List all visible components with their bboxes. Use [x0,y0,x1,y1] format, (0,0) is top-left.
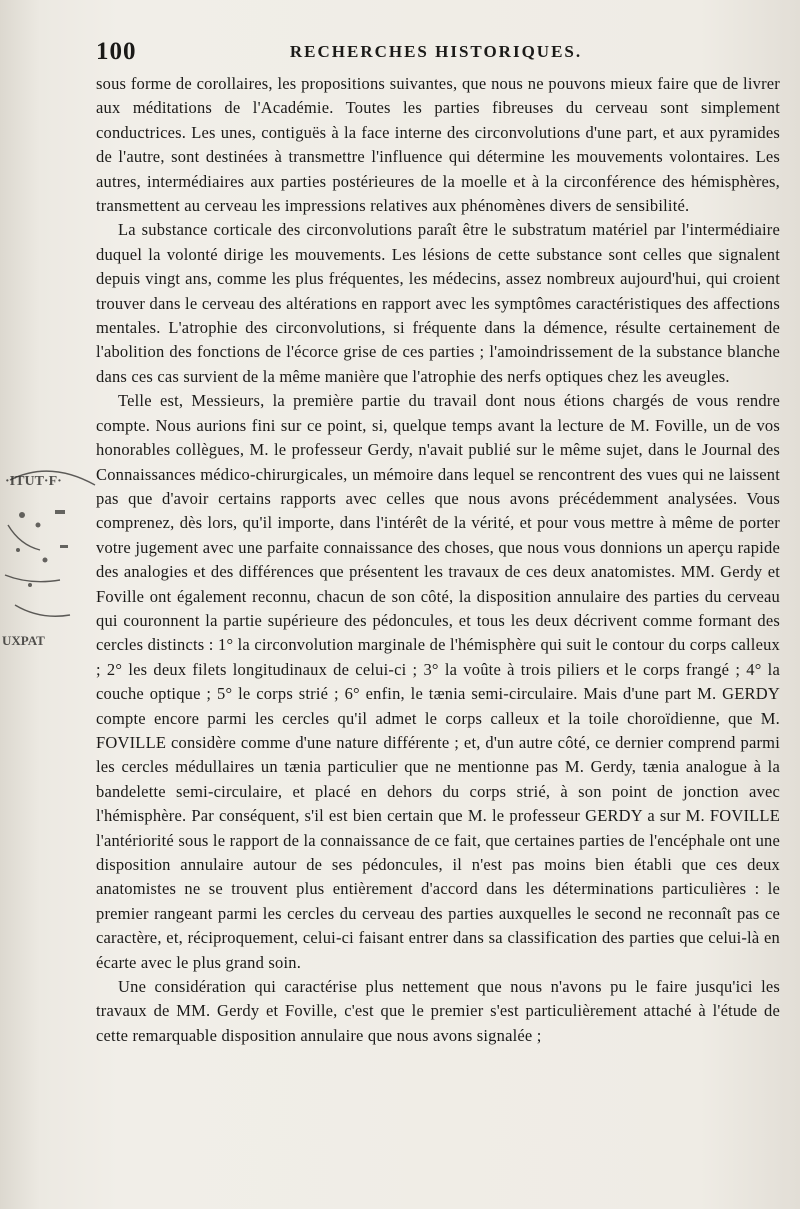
page-number: 100 [96,38,137,65]
svg-text:·ITUT·F·: ·ITUT·F· [5,474,62,489]
paragraph: Telle est, Messieurs, la première partie du travail dont nous étions chargés de vous rendre compte. Nous aurions fini sur ce point, si, quelque temps avant la lecture de M. Foville, un de vos honorables collègues, M. le professeur Gerdy, n'avait publié sur le même sujet, dans le Journal des Connaissances médico-chirurgicales, un mémoire dans lequel se rencontrent des vues qui ne laissent pas que d'avoir certains rapports avec celles que nous avons précédemment analysées. Vous comprenez, dès lors, qu'il importe, dans l'intérêt de la vérité, et pour vous mettre à même de porter votre jugement avec une parfaite connaissance des choses, que nous vous donnions un aperçu rapide des analogies et des différences que présentent les travaux de ces deux anatomistes. MM. Gerdy et Foville ont également reconnu, chacun de son côté, la disposition annulaire des parties du cerveau qui couronnent la partie supérieure des pédoncules, et tous les deux décrivent comme formant des cercles distincts : 1° la circonvolution marginale de l'hémisphère qui suit le contour du corps calleux ; 2° les deux filets longitudinaux de celui-ci ; 3° la voûte à trois piliers et le corps frangé ; 4° la couche optique ; 5° le corps strié ; 6° enfin, le tænia semi-circulaire. Mais d'une part M. GERDY compte encore parmi les cercles qu'il admet le corps calleux et la toile choroïdienne, que M. FOVILLE considère comme d'une nature différente ; et, d'un autre côté, ce dernier comprend parmi les cercles médullaires un tænia particulier que ne mentionne pas M. Gerdy, tænia analogue à la bandelette semi-circulaire, et placé en dehors du corps strié, à son point de jonction avec l'hémisphère. Par conséquent, s'il est bien certain que M. le professeur GERDY a sur M. FOVILLE l'antériorité sous le rapport de la connaissance de ce fait, que certaines parties de l'encéphale ont une disposition annulaire autour de ses pédoncules, il n'est pas moins bien établi que ces deux anatomistes ne se trouvent plus entièrement d'accord dans les déterminations particulières : le premier rangeant parmi les cercles du cerveau des parties auxquelles le second ne reconnaît pas ce caractère, et, réciproquement, celui-ci faisant entrer dans sa classification des parties que celui-là en écarte avec le plus grand soin. [96,391,780,972]
paragraph: La substance corticale des circonvolutions paraît être le substratum matériel par l'intermédiaire duquel la volonté dirige les mouvements. Les lésions de cette substance sont celles que signalent depuis vingt ans, comme les plus fréquentes, les médecins, assez nombreux aujourd'hui, qui croient trouver dans le cerveau des altérations en rapport avec les symptômes caractéristiques des affections mentales. L'atrophie des circonvolutions, si fréquente dans la démence, résulte certainement de l'abolition des fonctions de l'écorce grise de ces parties ; l'amoindrissement de la substance blanche dans ces cas survient de la même manière que l'atrophie des nerfs optiques chez les aveugles. [96,220,780,386]
library-stamp-icon [0,455,100,655]
running-title: RECHERCHES HISTORIQUES. [289,42,583,61]
paragraph: sous forme de corollaires, les propositions suivantes, que nous ne pouvons mieux faire que de livrer aux méditations de l'Académie. Toutes les parties fibreuses du cerveau sont simplement conductrices. Les unes, contiguës à la face interne des circonvolutions d'une part, et aux pyramides de l'autre, sont destinées à transmettre l'influence qui détermine les mouvements volontaires. Les autres, intermédiaires aux parties postérieures de la moelle et à la circonférence des hémisphères, transmettent au cerveau les impressions relatives aux phénomènes divers de sensibilité. [96,74,780,216]
paragraph: Une considération qui caractérise plus nettement que nous n'avons pu le faire jusqu'ici les travaux de MM. Gerdy et Foville, c'est que le premier s'est particulièrement attaché à l'étude de cette remarquable disposition annulaire que nous avons signalée ; [96,977,780,1045]
svg-text:UXPAT: UXPAT [2,633,45,648]
body-text [96,72,780,1048]
page-header [96,38,776,70]
